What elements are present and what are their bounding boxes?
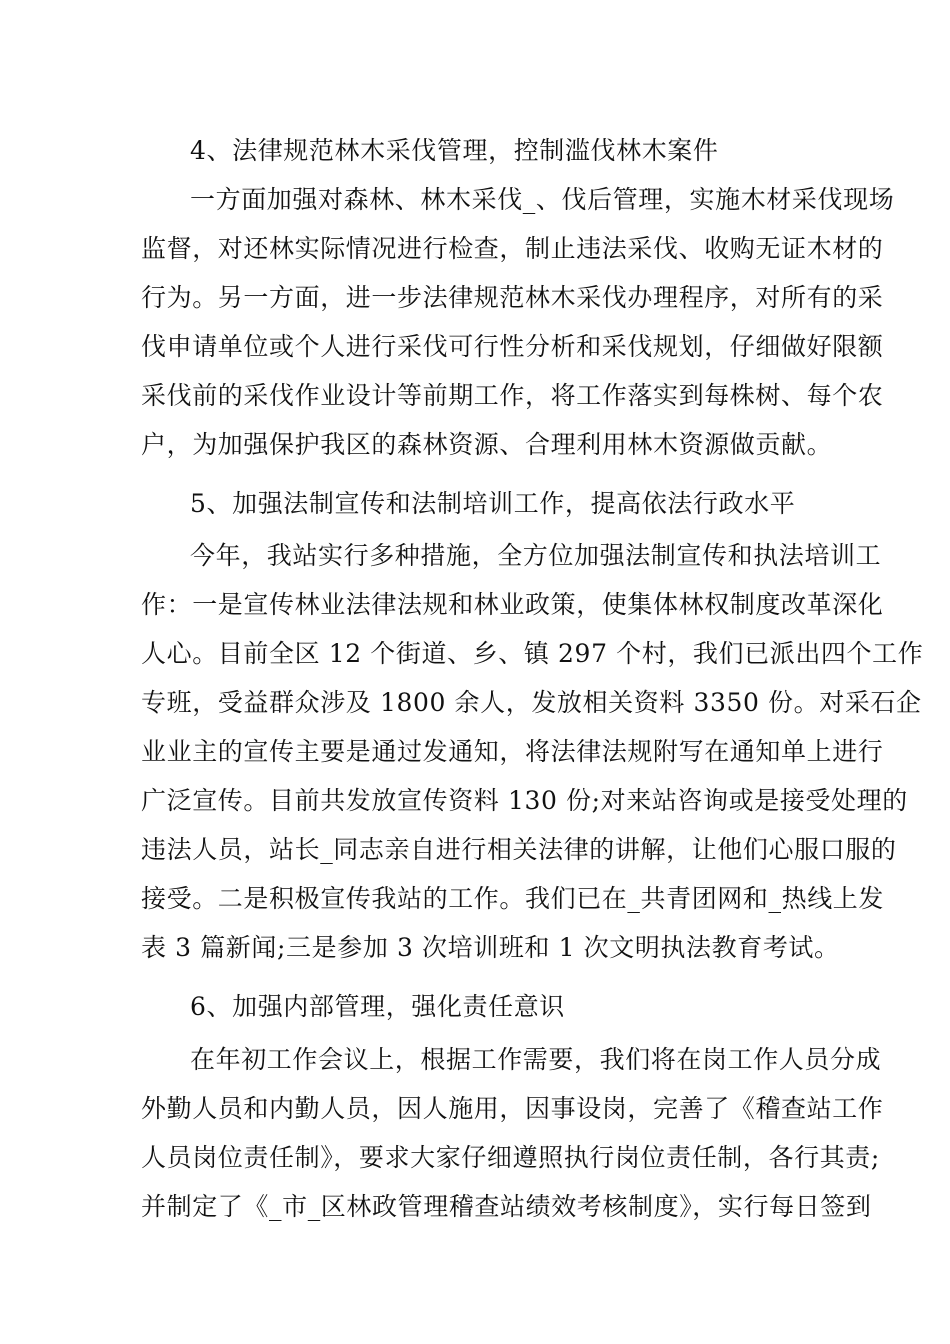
paragraph-line: 今年，我站实行多种措施，全方位加强法制宣传和执法培训工 — [190, 541, 882, 570]
section-heading-4: 4、法律规范林木采伐管理，控制滥伐林木案件 — [190, 136, 719, 165]
paragraph-line: 人心。目前全区 12 个街道、乡、镇 297 个村，我们已派出四个工作 — [141, 639, 924, 668]
paragraph-line: 在年初工作会议上，根据工作需要，我们将在岗工作人员分成 — [190, 1045, 882, 1074]
paragraph-line: 专班，受益群众涉及 1800 余人，发放相关资料 3350 份。对采石企 — [141, 688, 922, 717]
paragraph-line: 监督，对还林实际情况进行检查，制止违法采伐、收购无证木材的 — [141, 234, 884, 263]
paragraph-line: 行为。另一方面，进一步法律规范林木采伐办理程序，对所有的采 — [141, 283, 884, 312]
section-heading-5: 5、加强法制宣传和法制培训工作，提高依法行政水平 — [190, 489, 796, 518]
paragraph-line: 表 3 篇新闻;三是参加 3 次培训班和 1 次文明执法教育考试。 — [141, 933, 840, 962]
paragraph-line: 外勤人员和内勤人员，因人施用，因事设岗，完善了《稽查站工作 — [141, 1094, 884, 1123]
paragraph-line: 采伐前的采伐作业设计等前期工作，将工作落实到每株树、每个农 — [141, 381, 884, 410]
paragraph-line: 业业主的宣传主要是通过发通知，将法律法规附写在通知单上进行 — [141, 737, 884, 766]
paragraph-line: 广泛宣传。目前共发放宣传资料 130 份;对来站咨询或是接受处理的 — [141, 786, 908, 815]
paragraph-line: 违法人员，站长_同志亲自进行相关法律的讲解，让他们心服口服的 — [141, 835, 897, 864]
section-heading-6: 6、加强内部管理，强化责任意识 — [190, 992, 565, 1021]
paragraph-line: 一方面加强对森林、林木采伐_、伐后管理，实施木材采伐现场 — [190, 185, 895, 214]
paragraph-line: 并制定了《_市_区林政管理稽查站绩效考核制度》，实行每日签到 — [141, 1192, 872, 1221]
paragraph-line: 作：一是宣传林业法律法规和林业政策，使集体林权制度改革深化 — [141, 590, 884, 619]
paragraph-line: 户，为加强保护我区的森林资源、合理利用林木资源做贡献。 — [141, 430, 833, 459]
paragraph-line: 伐申请单位或个人进行采伐可行性分析和采伐规划，仔细做好限额 — [141, 332, 884, 361]
paragraph-line: 人员岗位责任制》，要求大家仔细遵照执行岗位责任制，各行其责; — [141, 1143, 880, 1172]
paragraph-line: 接受。二是积极宣传我站的工作。我们已在_共青团网和_热线上发 — [141, 884, 885, 913]
